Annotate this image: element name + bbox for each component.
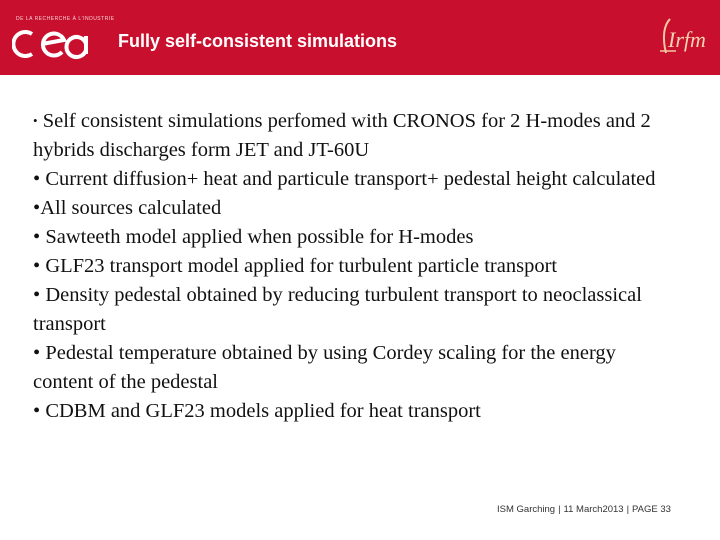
bullet-marker: • bbox=[33, 342, 41, 364]
bullet-text: CDBM and GLF23 models applied for heat transport bbox=[45, 400, 481, 422]
footer-date: 11 March2013 bbox=[563, 504, 624, 515]
bullet-text: Pedestal temperature obtained by using Cordey scaling for the energy content of the pedestal bbox=[33, 342, 616, 393]
cea-logo bbox=[12, 10, 115, 66]
footer-separator: | bbox=[558, 504, 561, 515]
bullet-item bbox=[33, 106, 673, 165]
bullet-text: Sawteeth model applied when possible for H-modes bbox=[45, 226, 474, 248]
slide-footer bbox=[497, 504, 671, 515]
bullet-marker: • bbox=[33, 168, 41, 190]
bullet-item bbox=[33, 281, 673, 339]
bullet-text: GLF23 transport model applied for turbulent particle transport bbox=[45, 255, 558, 277]
svg-text:Irfm: Irfm bbox=[668, 27, 706, 52]
cea-logo-mark bbox=[12, 26, 92, 62]
bullet-marker: • bbox=[33, 284, 41, 306]
bullet-item bbox=[33, 252, 673, 281]
bullet-text: Current diffusion+ heat and particule transport+ pedestal height calculated bbox=[45, 168, 656, 190]
bullet-marker: • bbox=[33, 226, 41, 248]
footer-event: ISM Garching bbox=[497, 504, 556, 515]
page-number: PAGE 33 bbox=[632, 504, 671, 515]
bullet-marker: • bbox=[33, 400, 41, 422]
slide-title: Fully self-consistent simulations bbox=[118, 31, 398, 51]
bullet-text: All sources calculated bbox=[40, 197, 222, 219]
bullet-item bbox=[33, 194, 673, 223]
bullet-item bbox=[33, 397, 673, 426]
header-bar bbox=[0, 0, 720, 75]
cea-logo-tagline: DE LA RECHERCHE À L'INDUSTRIE bbox=[16, 16, 115, 22]
footer-separator: | bbox=[626, 504, 630, 515]
bullet-marker: • bbox=[33, 113, 38, 128]
bullet-item bbox=[33, 223, 673, 252]
bullet-list bbox=[33, 106, 673, 426]
bullet-item bbox=[33, 165, 673, 194]
bullet-text: Density pedestal obtained by reducing turbulent transport to neoclassical transport bbox=[33, 284, 642, 335]
bullet-item bbox=[33, 339, 673, 397]
bullet-text: Self consistent simulations perfomed with CRONOS for 2 H-modes and 2 hybrids discharges form JET and JT-60U bbox=[33, 110, 651, 161]
irfm-logo bbox=[654, 17, 714, 59]
bullet-marker: • bbox=[33, 255, 41, 277]
bullet-marker: • bbox=[33, 197, 41, 219]
